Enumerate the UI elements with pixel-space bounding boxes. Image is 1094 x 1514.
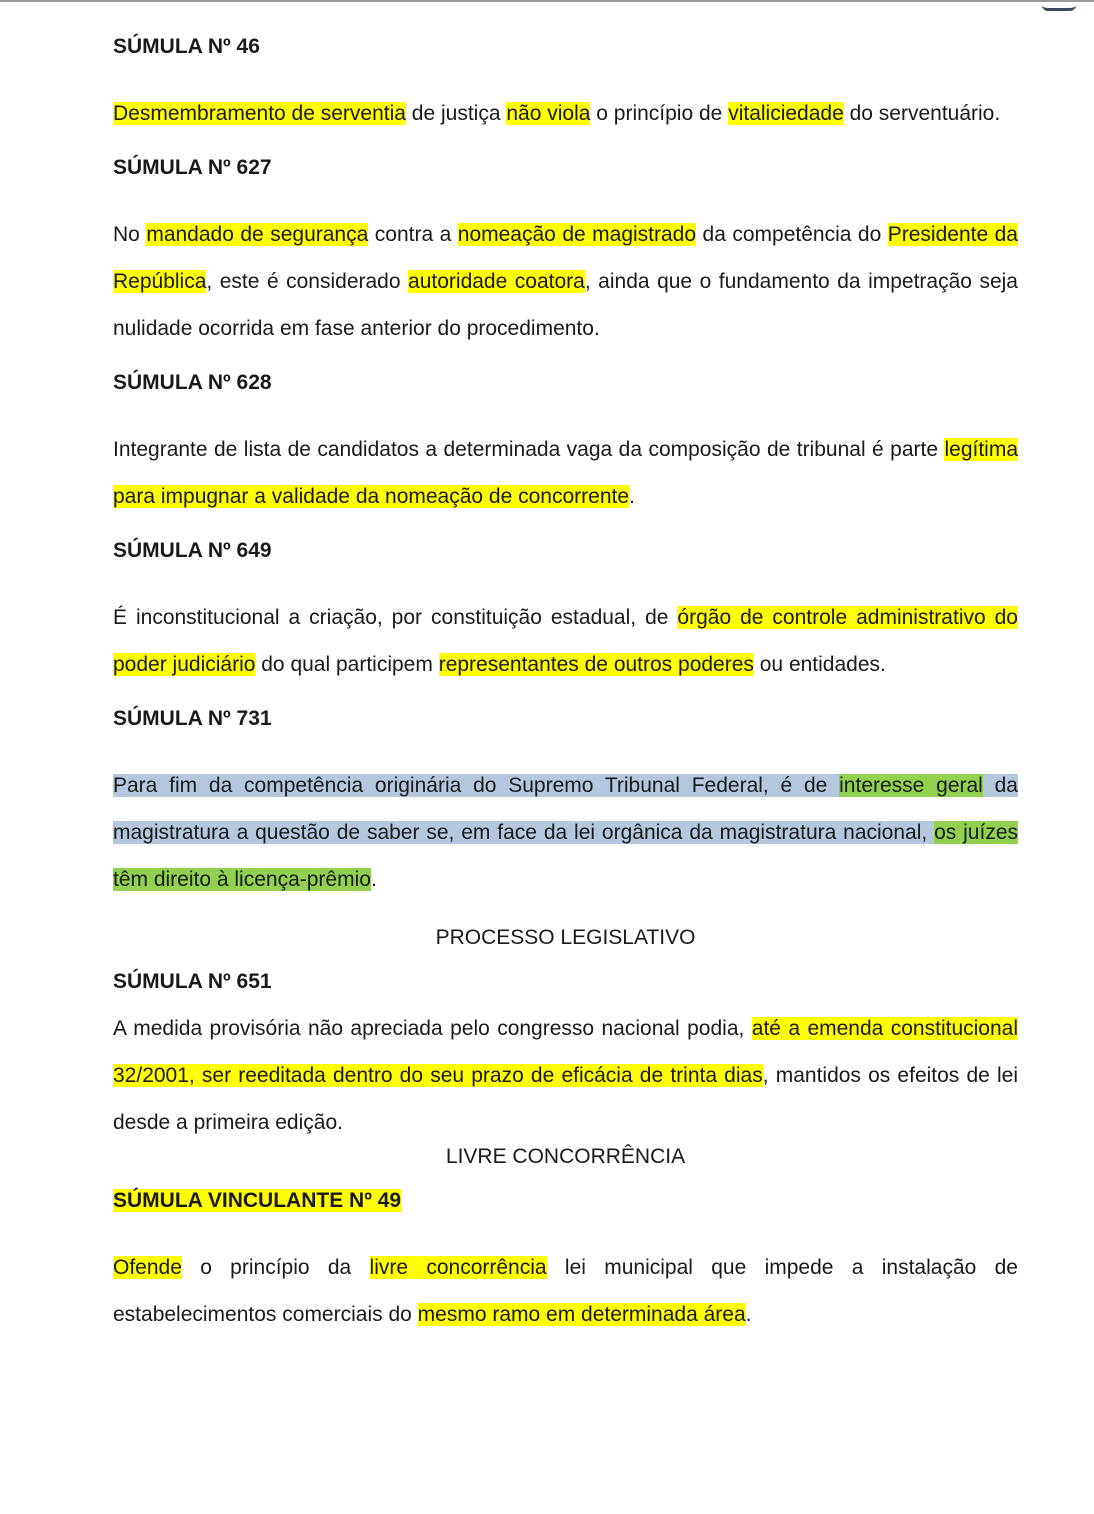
text-run: Para fim da competência originária do Supremo Tribunal Federal, é de (113, 774, 840, 797)
sumula-649-title: SÚMULA Nº 649 (113, 539, 272, 562)
sumula-vinculante-49-title (113, 1186, 1018, 1216)
text-run: ou entidades. (753, 653, 886, 676)
section-livre-concorrencia: LIVRE CONCORRÊNCIA (445, 1145, 686, 1168)
text-run: contra a (368, 223, 458, 246)
sumula-46-text (113, 90, 1018, 137)
highlight: mandado de segurança (146, 223, 369, 246)
text-run: do qual participem (255, 653, 439, 676)
highlight: interesse geral (839, 774, 983, 797)
text-run: É inconstitucional a criação, por constituição estadual, de (113, 606, 678, 629)
text-run: do serventuário. (843, 102, 1001, 125)
text-run: da competência do (696, 223, 888, 246)
text-run: da magistratura a questão de saber se, em face da lei orgânica da magistratura nacional, (113, 774, 1018, 844)
sumula-651-text (113, 1005, 1018, 1146)
selection-highlight (113, 774, 1018, 891)
sumula-627-title: SÚMULA Nº 627 (113, 156, 272, 179)
highlight: nomeação de magistrado (457, 223, 697, 246)
page-top-border (0, 0, 1094, 2)
text-run: , este é considerado (206, 270, 409, 293)
highlight: vitaliciedade (728, 102, 844, 125)
sumula-vinculante-49-text (113, 1244, 1018, 1338)
highlight: livre concorrência (369, 1256, 547, 1279)
highlight: não viola (506, 102, 591, 125)
text-run: No (113, 223, 147, 246)
text-run: . (629, 485, 635, 508)
sumula-651-title: SÚMULA Nº 651 (113, 970, 272, 993)
highlight: mesmo ramo em determinada área (417, 1303, 746, 1326)
sumula-731-title: SÚMULA Nº 731 (113, 707, 272, 730)
highlight: Desmembramento de serventia (113, 102, 406, 125)
text-run: o princípio da (181, 1256, 370, 1279)
highlight: representantes de outros poderes (438, 653, 754, 676)
sumula-628-text (113, 426, 1018, 520)
text-run: , mantidos os efeitos de lei desde a primeira edição. (113, 1064, 1019, 1134)
sumula-46-title: SÚMULA Nº 46 (113, 35, 260, 58)
highlight: órgão de controle administrativo do poder judiciário (113, 606, 1018, 676)
text-run: o princípio de (590, 102, 729, 125)
text-run: . (370, 868, 377, 891)
text-run: A medida provisória não apreciada pelo congresso nacional podia, (113, 1017, 752, 1040)
sumula-649-text (113, 594, 1018, 688)
highlight: Presidente da República (113, 223, 1018, 293)
section-processo-legislativo: PROCESSO LEGISLATIVO (435, 926, 696, 949)
text-run: . (745, 1303, 752, 1326)
highlight: legítima para impugnar a validade da nomeação de concorrente (113, 438, 1018, 508)
document-page (113, 32, 1018, 1354)
highlight: SÚMULA VINCULANTE Nº 49 (113, 1189, 402, 1212)
highlight: até a emenda constitucional 32/2001, ser reeditada dentro do seu prazo de eficácia de trinta dias (113, 1017, 1018, 1087)
highlight: os juízes têm direito à licença-prêmio (113, 821, 1018, 891)
sumula-628-title: SÚMULA Nº 628 (113, 371, 272, 394)
text-run: , ainda que o fundamento da impetração seja nulidade ocorrida em fase anterior do procedimento. (113, 270, 1018, 340)
highlight: autoridade coatora (408, 270, 585, 293)
sumula-731-text (113, 762, 1018, 903)
text-run: de justiça (405, 102, 507, 125)
highlight: Ofende (113, 1256, 182, 1279)
text-run: Integrante de lista de candidatos a determinada vaga da composição de tribunal é parte (113, 438, 945, 461)
text-run: lei municipal que impede a instalação de estabelecimentos comerciais do (113, 1256, 1018, 1326)
sumula-627-text (113, 211, 1018, 352)
corner-mark-icon (1042, 2, 1076, 11)
